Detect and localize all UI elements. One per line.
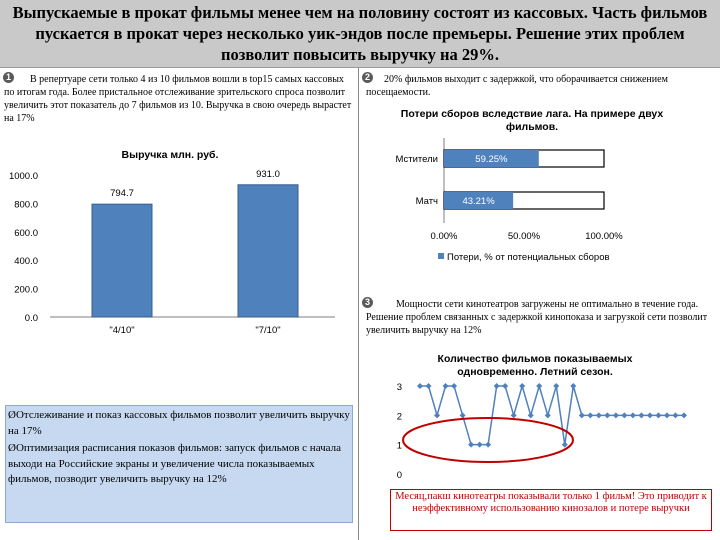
loss-data-label: 59.25% [475, 154, 508, 165]
films-data-point [443, 383, 449, 389]
films-data-point [485, 442, 491, 448]
revenue-bar-chart [0, 145, 356, 345]
films-data-point [502, 383, 508, 389]
films-data-point [536, 383, 542, 389]
films-data-point [579, 412, 585, 418]
films-y-tick-label: 0 [396, 470, 402, 481]
loss-category-label: Мстители [395, 154, 438, 165]
films-data-point [672, 412, 678, 418]
films-y-axis [397, 382, 402, 481]
loss-data-label: 43.21% [462, 196, 495, 207]
films-data-point [451, 383, 457, 389]
films-data-point [681, 412, 687, 418]
films-data-point [664, 412, 670, 418]
revenue-y-tick-label: 800.0 [14, 199, 38, 211]
revenue-bars [92, 169, 298, 336]
loss-x-tick-label: 100.00% [585, 231, 623, 242]
films-data-point [426, 383, 432, 389]
loss-legend-swatch [438, 253, 444, 259]
films-data-point [655, 412, 661, 418]
revenue-y-tick-label: 200.0 [14, 284, 38, 296]
films-data-point [587, 412, 593, 418]
column-divider [358, 68, 359, 540]
films-data-point [519, 383, 525, 389]
films-data-point [562, 442, 568, 448]
highlight-ellipse [403, 418, 573, 462]
loss-legend-label: Потери, % от потенциальных сборов [447, 252, 610, 263]
films-data-point [613, 412, 619, 418]
revenue-y-axis [9, 171, 38, 324]
films-chart-title-line-1: Количество фильмов показываемых [437, 353, 633, 365]
films-data-point [468, 442, 474, 448]
films-data-point [477, 442, 483, 448]
films-y-tick-label: 2 [396, 411, 402, 423]
warning-note: Месяц,пакш кинотеатры показывали только 1 фильм! Это приводит к неэффективному использованию кинозалов и потере выручки [390, 489, 712, 531]
revenue-category-label: "4/10" [109, 325, 135, 336]
revenue-data-label: 931.0 [256, 168, 280, 180]
films-y-tick-label: 1 [396, 440, 402, 452]
revenue-y-tick-label: 600.0 [14, 227, 38, 239]
films-y-tick-label: 3 [396, 382, 402, 393]
revenue-chart-title: Выручка млн. руб. [121, 149, 219, 161]
revenue-y-tick-label: 1000.0 [8, 171, 38, 182]
section-2-badge: 2 [362, 72, 373, 83]
revenue-bar [238, 185, 298, 317]
films-data-point [528, 412, 534, 418]
loss-bars [396, 150, 605, 209]
films-data-point [596, 412, 602, 418]
section-2-text: 20% фильмов выходит с задержкой, что оборачивается снижением посещаемости. [366, 74, 668, 98]
films-data-point [434, 412, 440, 418]
films-line-chart [360, 350, 720, 490]
films-data-point [417, 383, 423, 389]
loss-x-tick-label: 0.00% [430, 231, 458, 242]
section-1-badge: 1 [3, 72, 14, 83]
films-data-point [630, 412, 636, 418]
summary-item-2: ØОптимизация расписания показов фильмов: запуск фильмов с начала выходи на Российские экраны и увеличение числа показываемых фильмов, позводит увеличить выручку на 12% [8, 442, 342, 485]
revenue-category-label: "7/10" [255, 325, 281, 336]
loss-bar-chart [360, 103, 720, 268]
films-data-point [494, 383, 500, 389]
revenue-y-tick-label: 400.0 [14, 256, 38, 268]
summary-item-1: ØОтслеживание и показ кассовых фильмов позволит увеличить выручку на 17% [8, 409, 350, 437]
page-title: Выпускаемые в прокат фильмы менее чем на половину состоят из кассовых. Часть фильмов пускается в прокат через несколько уик-эндов после премьеры. Решение этих проблем позволит повысить выручку на 29%. [0, 0, 720, 68]
films-data-point [638, 412, 644, 418]
loss-category-label: Матч [415, 196, 438, 207]
revenue-bar [92, 204, 152, 317]
films-data-point [511, 412, 517, 418]
films-chart-title-line-2: одновременно. Летний сезон. [457, 366, 613, 378]
films-data-point [647, 412, 653, 418]
loss-chart-title-line-1: Потери сборов вследствие лага. На примере двух [400, 108, 664, 120]
loss-chart-title-line-2: фильмов. [505, 121, 559, 133]
summary-box [5, 405, 353, 523]
films-data-point [553, 383, 559, 389]
films-data-point [621, 412, 627, 418]
loss-x-tick-label: 50.00% [507, 231, 541, 242]
revenue-data-label: 794.7 [110, 188, 134, 200]
loss-x-axis [431, 231, 624, 242]
films-data-point [604, 412, 610, 418]
films-line-series [417, 383, 687, 448]
films-data-point [545, 412, 551, 418]
section-3-badge: 3 [362, 297, 373, 308]
films-data-point [570, 383, 576, 389]
films-data-point [460, 412, 466, 418]
section-3-text: Мощности сети кинотеатров загружены не оптимально в течение года. Решение проблем связанных с задержкой кинопоказа и загрузкой сети позволит увеличить выручку на 12% [366, 299, 708, 336]
section-1-text: В репертуаре сети только 4 из 10 фильмов вошли в top15 самых кассовых по итогам года. Более пристальное отслеживание зрительского спроса позволит увеличить этот показатель до 7 фильмов из 10. Выручка в свою очередь вырастет на 17% [4, 74, 352, 124]
revenue-y-tick-label: 0.0 [24, 313, 38, 324]
